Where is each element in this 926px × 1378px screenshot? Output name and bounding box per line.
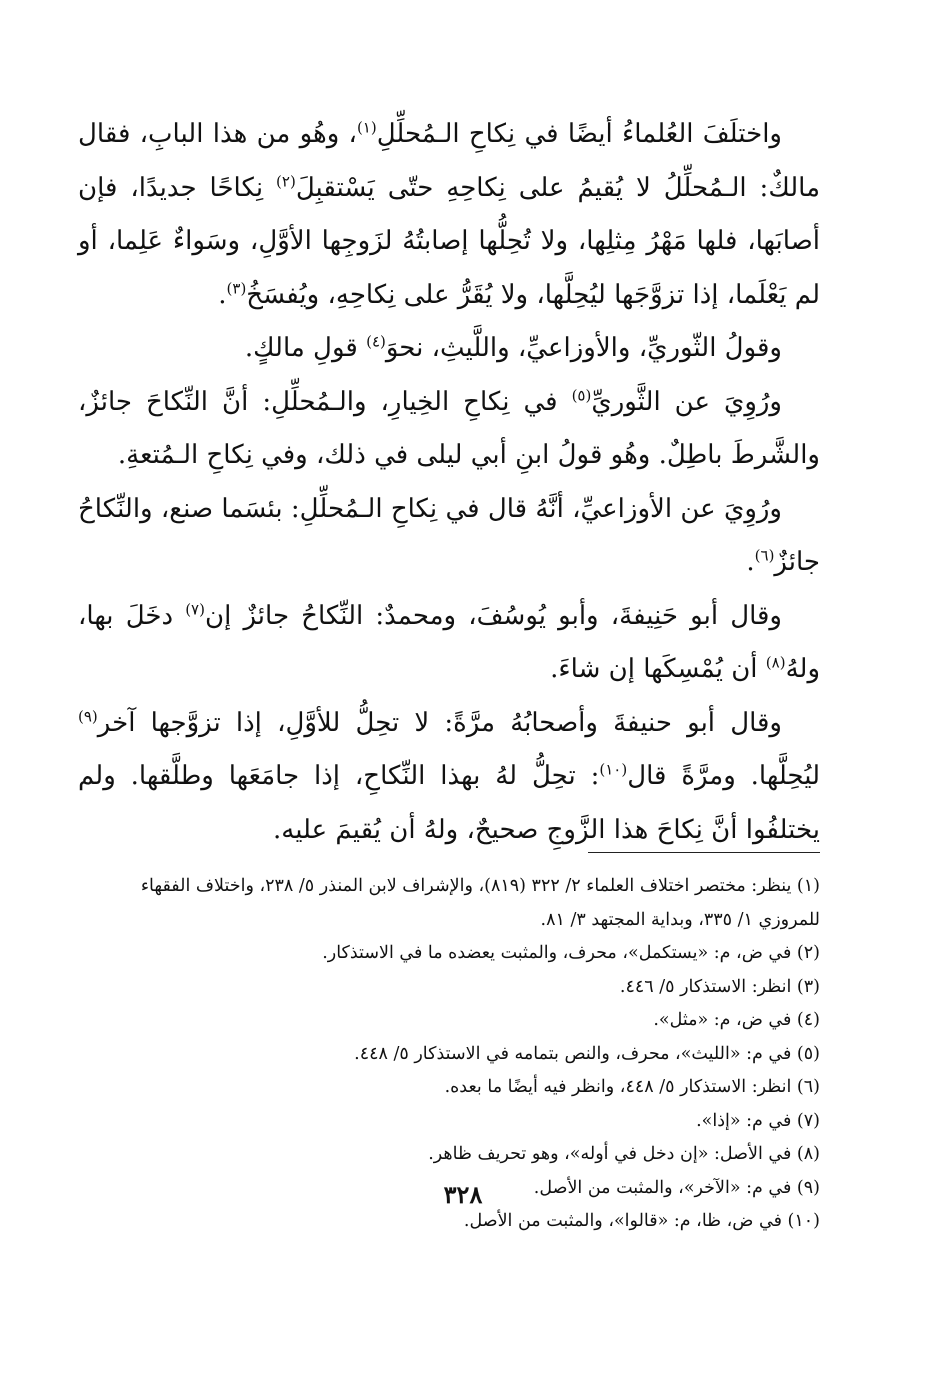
paragraph-text: قولِ مالكٍ. <box>244 333 367 363</box>
footnote-item: (٥) في م: «الليث»، محرف، والنص بتمامه في الاستذكار ٥/ ٤٤٨. <box>354 1043 820 1064</box>
footnote-item: (٩) في م: «الآخر»، والمثبت من الأصل. <box>533 1177 820 1198</box>
paragraph <box>78 376 820 483</box>
paragraph-text: وقال أبو حَنِيفةَ، وأبو يُوسُفَ، ومحمدٌ: النِّكاحُ جائزٌ إن <box>204 600 782 631</box>
paragraph-text: . <box>746 547 755 577</box>
paragraph-text: وقال أبو حنيفةَ وأصحابُهُ مرَّةً: لا تحِلُّ للأوَّلِ، إذا تزوَّجها آخر <box>97 707 782 738</box>
paragraph-text: . <box>218 279 227 310</box>
paragraph-text: نِكاحًا جديدًا، فإن أصابَها، فلها مَهْرُ مِثلِها، ولا تُحِلُّها إصابتُهُ لزَوجِها الأوَّلِ، وسَواءٌ عَلِما، أو لم يَعْلَما، إذا تزوَّجَها ليُحِلَّها، ولا يُقَرُّ على نِكاحِهِ، ويُفسَخُ <box>78 172 820 310</box>
paragraph-text: أن يُمْسِكَها إن شاءَ. <box>550 654 766 684</box>
footnote-item: (١) ينظر: مختصر اختلاف العلماء ٢/ ٣٢٢ (٨١٩)، والإشراف لابن المنذر ٥/ ٢٣٨، واختلاف الفقهاء للمروزي ١/ ٣٣٥، وبداية المجتهد ٣/ ٨١. <box>140 876 820 930</box>
paragraph <box>78 108 820 322</box>
paragraph-text: واختلَفَ العُلماءُ أيضًا في نِكاحِ الـمُحلِّلِ <box>376 119 782 149</box>
paragraph-text: في نِكاحِ الخِيارِ، والـمُحلِّلِ: أنَّ النِّكاحَ جائزٌ، والشَّرطَ باطِلٌ. وهُو قولُ ابنِ أبي ليلى في ذلك، وفي نِكاحِ الـمُتعةِ. <box>78 386 820 470</box>
paragraph <box>78 322 820 376</box>
footnote-item: (٣) انظر: الاستذكار ٥/ ٤٤٦. <box>619 976 820 997</box>
paragraph-text: ليُحِلَّها. ومرَّةً قال <box>627 761 820 791</box>
footnote-marker: (٧) <box>185 599 205 618</box>
paragraph-text: ورُوِيَ عن الثَّوريِّ <box>591 386 782 417</box>
footnote-marker: (٢) <box>276 171 296 190</box>
paragraph-text: ، وهُو من هذا البابِ، فقال مالكٌ: الـمُحلِّلُ لا يُقيمُ على نِكاحِهِ حتّى يَسْتقبِلَ <box>78 119 821 203</box>
footnote-separator <box>588 852 820 853</box>
footnote-marker: (٣) <box>226 278 247 297</box>
paragraph <box>78 483 820 590</box>
footnote-marker: (٨) <box>765 653 786 672</box>
footnote-item: (٢) في ض، م: «يستكمل»، محرف، والمثبت يعضده ما في الاستذكار. <box>322 943 820 963</box>
footnote-marker: (٩) <box>78 706 98 725</box>
paragraph <box>78 697 820 858</box>
paragraph-text: دخَلَ بها، ولهُ <box>78 600 820 684</box>
footnote-marker: (١) <box>356 118 377 137</box>
footnote-item: (٦) انظر: الاستذكار ٥/ ٤٤٨، وانظر فيه أيضًا ما بعده. <box>444 1077 820 1097</box>
paragraph <box>78 590 820 697</box>
footnote-item: (٧) في م: «إذا». <box>696 1110 820 1131</box>
page-number: ٣٢٨ <box>443 1180 483 1209</box>
footnote-marker: (١٠) <box>599 760 628 779</box>
main-text <box>78 108 820 857</box>
paragraph-text: ورُوِيَ عن الأوزاعيِّ، أنَّهُ قال في نِكاحِ الـمُحلِّلِ: بئسَما صنع، والنِّكاحُ جائزٌ <box>78 493 820 577</box>
footnote-marker: (٦) <box>754 546 775 565</box>
footnote-item: (١٠) في ض، ظا، م: «قالوا»، والمثبت من الأصل. <box>463 1211 820 1231</box>
paragraph-text: وقولُ الثّوريِّ، والأوزاعيِّ، واللَّيثِ، نحوَ <box>385 333 782 363</box>
footnote-item: (٤) في ض، م: «مثل». <box>653 1010 820 1030</box>
footnote-marker: (٤) <box>366 332 386 351</box>
paragraph-text: : تحِلُّ لهُ بهذا النِّكاحِ، إذا جامَعَها وطلَّقها. ولم يختلفُوا أنَّ نِكاحَ هذا الزَّوجِ صحيحٌ، ولهُ أن يُقيمَ عليه. <box>78 761 820 845</box>
footnote-item: (٨) في الأصل: «إن دخل في أوله»، وهو تحريف ظاهر. <box>428 1144 820 1164</box>
footnote-marker: (٥) <box>571 385 592 404</box>
